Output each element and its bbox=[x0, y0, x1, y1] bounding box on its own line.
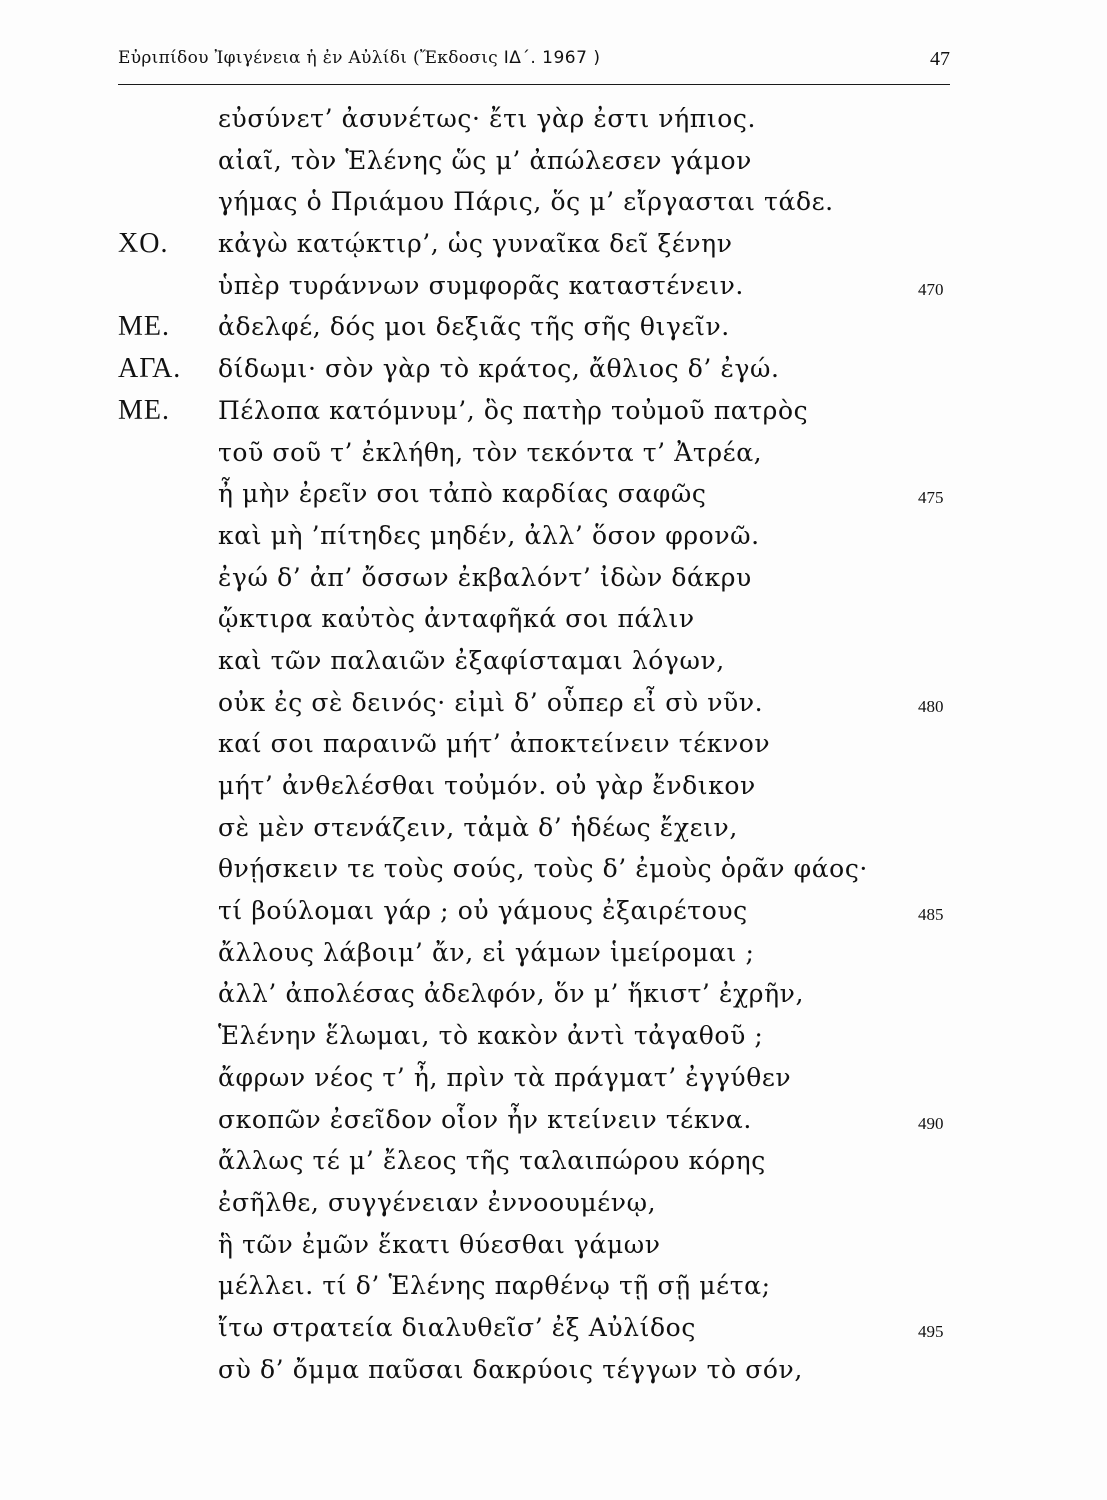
verse-text: σὺ δ’ ὄμμα παῦσαι δακρύοις τέγγων τὸ σόν, bbox=[218, 1354, 803, 1384]
verse-text: μέλλει. τί δ’ Ἑλένης παρθένῳ τῇ σῇ μέτα; bbox=[218, 1271, 771, 1301]
edition-label: ΙΔ΄. 1967 ) bbox=[503, 48, 601, 68]
verse-text: καὶ τῶν παλαιῶν ἐξαφίσταμαι λόγων, bbox=[218, 645, 725, 675]
verse-text: Πέλοπα κατόμνυμ’, ὃς πατὴρ τοὐμοῦ πατρὸς bbox=[218, 395, 809, 425]
verse-line bbox=[118, 181, 978, 223]
line-number: 485 bbox=[918, 905, 944, 925]
verse-line bbox=[118, 723, 978, 765]
verse-line bbox=[118, 890, 978, 932]
verse-text: τοῦ σοῦ τ’ ἐκλήθη, τὸν τεκόντα τ’ Ἀτρέα, bbox=[218, 437, 763, 467]
verse-line bbox=[118, 1224, 978, 1266]
verse-line bbox=[118, 932, 978, 974]
verse-text: δίδωμι· σὸν γὰρ τὸ κράτος, ἄθλιος δ’ ἐγώ. bbox=[218, 354, 780, 384]
verse-text: ἄφρων νέος τ’ ἦ, πρὶν τὰ πράγματ’ ἐγγύθεν bbox=[218, 1062, 792, 1092]
verse-text: ἦ μὴν ἐρεῖν σοι τἀπὸ καρδίας σαφῶς bbox=[218, 479, 707, 509]
verse-text: αἰαῖ, τὸν Ἑλένης ὥς μ’ ἀπώλεσεν γάμον bbox=[218, 145, 752, 175]
verse-text: ἄλλους λάβοιμ’ ἄν, εἰ γάμων ἱμείρομαι ; bbox=[218, 937, 755, 967]
verse-line bbox=[118, 682, 978, 724]
verse-line bbox=[118, 598, 978, 640]
verse-line bbox=[118, 1182, 978, 1224]
running-title bbox=[118, 48, 600, 68]
verse-line bbox=[118, 765, 978, 807]
verse-line bbox=[118, 1140, 978, 1182]
verse-text: ἣ τῶν ἐμῶν ἕκατι θύεσθαι γάμων bbox=[218, 1229, 661, 1259]
verse-line bbox=[118, 1057, 978, 1099]
verse-text: ἐσῆλθε, συγγένειαν ἐννοουμένῳ, bbox=[218, 1187, 657, 1217]
verse-block bbox=[118, 98, 978, 1390]
line-number: 480 bbox=[918, 696, 944, 716]
verse-text: ᾤκτιρα καὐτὸς ἀνταφῆκά σοι πάλιν bbox=[218, 604, 695, 634]
verse-line bbox=[118, 306, 978, 348]
speaker-label: ΧΟ. bbox=[118, 228, 169, 260]
verse-line bbox=[118, 807, 978, 849]
verse-line bbox=[118, 557, 978, 599]
verse-text: ὑπὲρ τυράννων συμφορᾶς καταστένειν. bbox=[218, 270, 744, 300]
verse-text: σὲ μὲν στενάζειν, τἀμὰ δ’ ἡδέως ἔχειν, bbox=[218, 812, 738, 842]
running-header bbox=[118, 44, 950, 85]
speaker-label: ΑΓΑ. bbox=[118, 353, 182, 385]
verse-line bbox=[118, 1349, 978, 1391]
verse-line bbox=[118, 1307, 978, 1349]
verse-text: θνῄσκειν τε τοὺς σούς, τοὺς δ’ ἐμοὺς ὁρᾶν φάος· bbox=[218, 854, 868, 884]
line-number: 490 bbox=[918, 1113, 944, 1133]
line-number: 470 bbox=[918, 279, 944, 299]
verse-line bbox=[118, 973, 978, 1015]
verse-text: Ἑλένην ἕλωμαι, τὸ κακὸν ἀντὶ τἀγαθοῦ ; bbox=[218, 1021, 764, 1051]
verse-line bbox=[118, 1265, 978, 1307]
verse-line bbox=[118, 640, 978, 682]
verse-line bbox=[118, 1015, 978, 1057]
verse-text: εὐσύνετ’ ἀσυνέτως· ἔτι γὰρ ἐστι νήπιος. bbox=[218, 104, 757, 133]
verse-text: μήτ’ ἀνθελέσθαι τοὐμόν. οὐ γὰρ ἔνδικον bbox=[218, 771, 756, 800]
verse-line bbox=[118, 348, 978, 390]
verse-text: τί βούλομαι γάρ ; οὐ γάμους ἐξαιρέτους bbox=[218, 896, 748, 926]
verse-text: καὶ μὴ ’πίτηδες μηδέν, ἀλλ’ ὅσον φρονῶ. bbox=[218, 520, 760, 550]
verse-text: οὐκ ἐς σὲ δεινός· εἰμὶ δ’ οὗπερ εἶ σὺ νῦν. bbox=[218, 687, 764, 717]
speaker-label: ΜΕ. bbox=[118, 311, 170, 343]
verse-text: γήμας ὁ Πριάμου Πάρις, ὅς μ’ εἴργασται τάδε. bbox=[218, 187, 834, 217]
verse-line bbox=[118, 140, 978, 182]
verse-text: ἀλλ’ ἀπολέσας ἀδελφόν, ὅν μ’ ἥκιστ’ ἐχρῆν, bbox=[218, 979, 805, 1009]
verse-text: ἀδελφέ, δός μοι δεξιᾶς τῆς σῆς θιγεῖν. bbox=[218, 312, 730, 342]
verse-line bbox=[118, 265, 978, 307]
verse-line bbox=[118, 848, 978, 890]
verse-line bbox=[118, 390, 978, 432]
verse-line bbox=[118, 432, 978, 474]
verse-text: ἄλλως τέ μ’ ἔλεος τῆς ταλαιπώρου κόρης bbox=[218, 1146, 766, 1176]
verse-line bbox=[118, 98, 978, 140]
line-number: 475 bbox=[918, 488, 944, 508]
verse-text: κἀγὼ κατῴκτιρ’, ὡς γυναῖκα δεῖ ξένην bbox=[218, 229, 733, 259]
verse-text: σκοπῶν ἐσεῖδον οἷον ἦν κτείνειν τέκνα. bbox=[218, 1104, 752, 1134]
speaker-label: ΜΕ. bbox=[118, 394, 170, 426]
verse-text: ἐγώ δ’ ἀπ’ ὄσσων ἐκβαλόντ’ ἰδὼν δάκρυ bbox=[218, 562, 752, 592]
line-number: 495 bbox=[918, 1321, 944, 1341]
verse-line bbox=[118, 1099, 978, 1141]
verse-text: ἴτω στρατεία διαλυθεῖσ’ ἐξ Αὐλίδος bbox=[218, 1312, 696, 1342]
verse-line bbox=[118, 515, 978, 557]
verse-line bbox=[118, 223, 978, 265]
running-title-text: Εὐριπίδου Ἰφιγένεια ἡ ἐν Αὐλίδι (Ἔκδοσις bbox=[118, 48, 498, 68]
verse-text: καί σοι παραινῶ μήτ’ ἀποκτείνειν τέκνον bbox=[218, 729, 771, 759]
verse-line bbox=[118, 473, 978, 515]
page-number: 47 bbox=[930, 48, 950, 70]
